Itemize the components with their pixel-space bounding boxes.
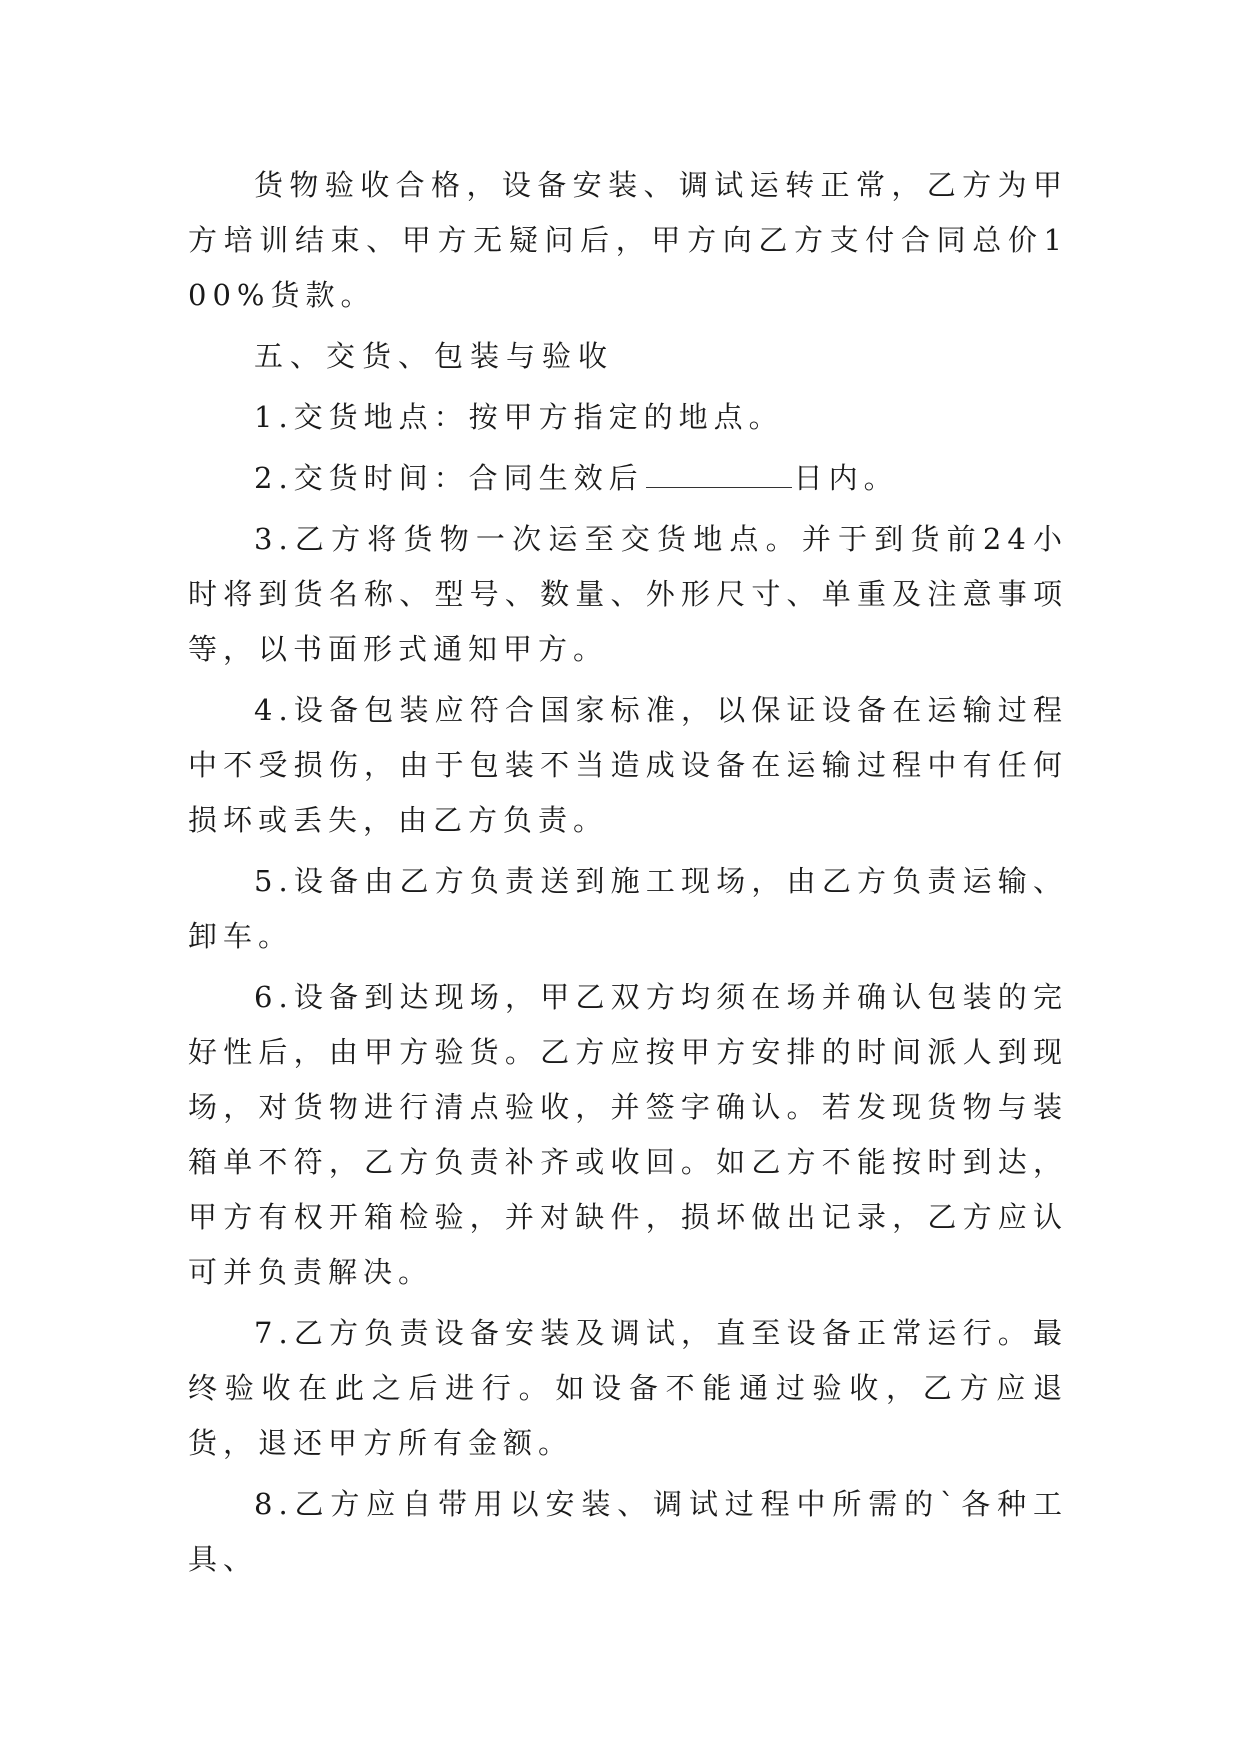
- paragraph-packaging: 4.设备包装应符合国家标准，以保证设备在运输过程中不受损伤，由于包装不当造成设备在运输过程中有任何损坏或丢失，由乙方负责。: [188, 693, 1068, 837]
- paragraph-delivery-time: [188, 451, 1068, 506]
- paragraph-inspection: 6.设备到达现场，甲乙双方均须在场并确认包装的完好性后，由甲方验货。乙方应按甲方安排的时间派人到现场，对货物进行清点验收，并签字确认。若发现货物与装箱单不符，乙方负责补齐或收回。如乙方不能按时到达，甲方有权开箱检验，并对缺件，损坏做出记录，乙方应认可并负责解决。: [188, 980, 1068, 1289]
- section-heading-delivery: 五、交货、包装与验收: [254, 339, 615, 373]
- document-body: [188, 158, 1068, 1593]
- paragraph-payment-terms: 货物验收合格，设备安装、调试运转正常，乙方为甲方培训结束、甲方无疑问后，甲方向乙方支付合同总价100%货款。: [188, 168, 1068, 312]
- paragraph-site-delivery: 5.设备由乙方负责送到施工现场，由乙方负责运输、卸车。: [188, 864, 1068, 953]
- delivery-time-prefix: 2.交货时间：合同生效后: [254, 461, 644, 495]
- paragraph-transport-notice: 3.乙方将货物一次运至交货地点。并于到货前24小时将到货名称、型号、数量、外形尺寸、单重及注意事项等，以书面形式通知甲方。: [188, 522, 1068, 666]
- paragraph-delivery-location: 1.交货地点：按甲方指定的地点。: [254, 400, 784, 434]
- delivery-time-suffix: 日内。: [793, 461, 899, 495]
- paragraph-installation: 7.乙方负责设备安装及调试，直至设备正常运行。最终验收在此之后进行。如设备不能通过验收，乙方应退货，退还甲方所有金额。: [188, 1316, 1068, 1460]
- fill-in-blank: [646, 459, 792, 488]
- paragraph-tools: 8.乙方应自带用以安装、调试过程中所需的`各种工具、: [188, 1487, 1068, 1576]
